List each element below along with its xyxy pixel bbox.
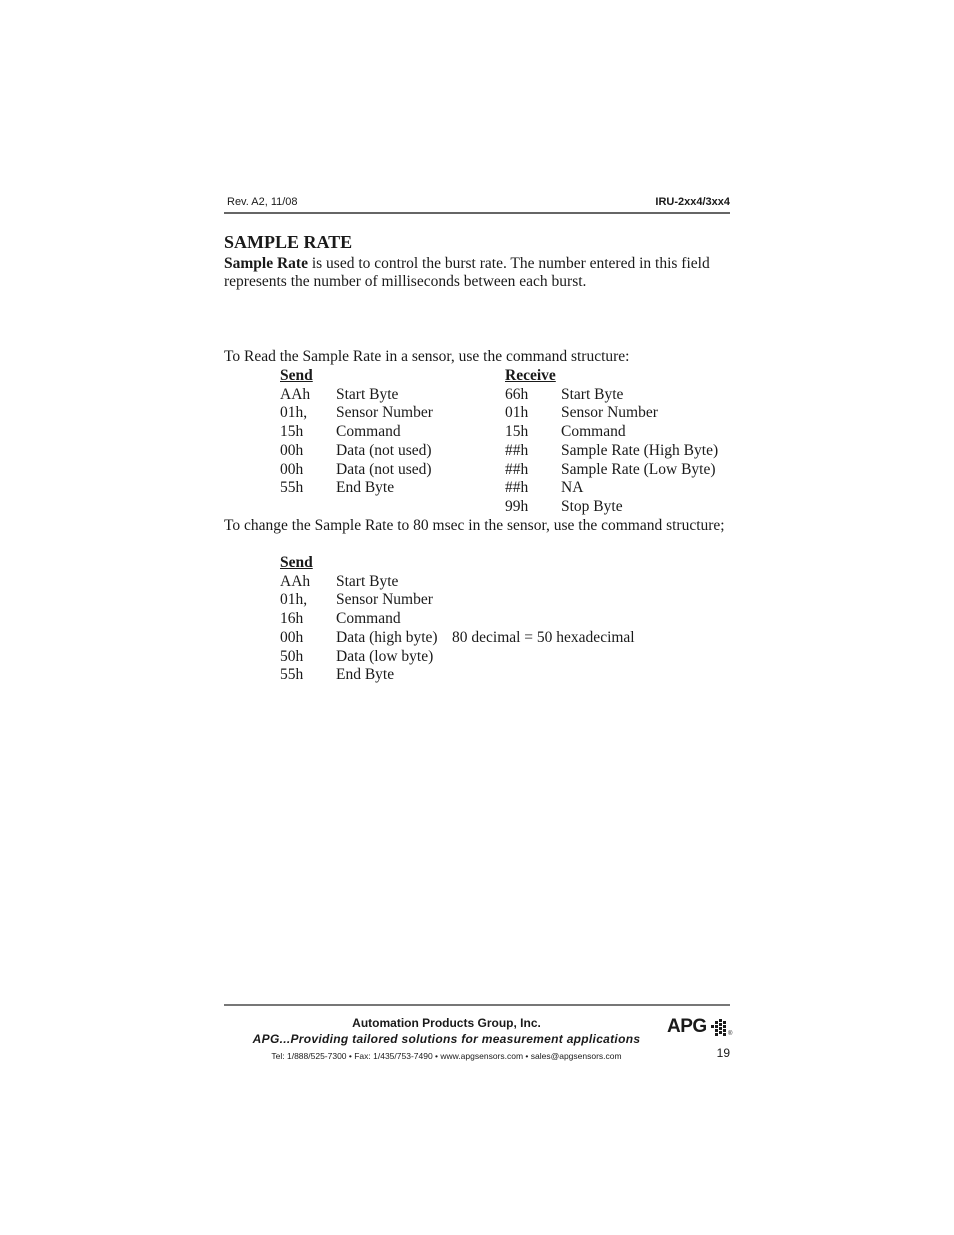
receive-desc: Sensor Number [561, 404, 658, 421]
read-intro: To Read the Sample Rate in a sensor, use the command structure: [224, 348, 630, 365]
send-desc: Data (high byte) [336, 629, 438, 646]
send-code: AAh [280, 386, 311, 403]
footer-contact: Tel: 1/888/525-7300 • Fax: 1/435/753-7490 • www.apgsensors.com • sales@apgsensors.com [271, 1051, 622, 1061]
apg-logo [667, 1016, 733, 1040]
send-code: 01h, [280, 404, 308, 421]
receive-desc: Start Byte [561, 386, 624, 403]
receive-code: ##h [505, 461, 529, 478]
send-desc: Start Byte [336, 573, 399, 590]
receive-code: 66h [505, 386, 529, 403]
model-label: IRU-2xx4/3xx4 [655, 196, 730, 208]
read-send-heading: Send [280, 367, 313, 384]
send-desc: Data (low byte) [336, 648, 434, 665]
receive-code: 99h [505, 498, 529, 515]
send-code: 55h [280, 666, 304, 683]
logo-grid-icon [711, 1019, 727, 1035]
read-receive-heading: Receive [505, 367, 556, 384]
receive-code: 15h [505, 423, 529, 440]
send-code: 55h [280, 479, 304, 496]
intro-line-1 [224, 255, 710, 273]
footer-rule [224, 1004, 730, 1006]
send-desc: Sensor Number [336, 404, 433, 421]
send-code: 15h [280, 423, 304, 440]
footer-company: Automation Products Group, Inc. [352, 1016, 541, 1030]
conversion-note: 80 decimal = 50 hexadecimal [452, 629, 635, 646]
send-desc: Data (not used) [336, 442, 432, 459]
change-intro: To change the Sample Rate to 80 msec in the sensor, use the command structure; [224, 517, 725, 534]
send-code: 00h [280, 442, 304, 459]
send-desc: Data (not used) [336, 461, 432, 478]
receive-desc: Command [561, 423, 626, 440]
send-desc: End Byte [336, 666, 395, 683]
send-desc: Sensor Number [336, 591, 433, 608]
receive-code: ##h [505, 479, 529, 496]
send-code: 00h [280, 629, 304, 646]
header-rule [224, 212, 730, 214]
intro-bold-term: Sample Rate [224, 255, 308, 272]
send-desc: Command [336, 423, 401, 440]
change-send-heading: Send [280, 554, 313, 571]
send-desc: Command [336, 610, 401, 627]
send-code: 16h [280, 610, 304, 627]
send-desc: End Byte [336, 479, 395, 496]
intro-line-2: represents the number of milliseconds between each burst. [224, 273, 587, 290]
send-desc: Start Byte [336, 386, 399, 403]
logo-text: APG [667, 1016, 707, 1037]
receive-code: ##h [505, 442, 529, 459]
section-title: SAMPLE RATE [224, 232, 353, 252]
logo-registered-mark: ® [728, 1031, 733, 1037]
receive-desc: Sample Rate (Low Byte) [561, 461, 716, 478]
receive-desc: Sample Rate (High Byte) [561, 442, 719, 459]
send-code: AAh [280, 573, 311, 590]
page-number: 19 [716, 1046, 730, 1060]
revision-label: Rev. A2, 11/08 [227, 196, 298, 208]
receive-code: 01h [505, 404, 529, 421]
receive-desc: Stop Byte [561, 498, 623, 515]
send-code: 50h [280, 648, 304, 665]
receive-desc: NA [561, 479, 584, 496]
send-code: 00h [280, 461, 304, 478]
footer-tagline: APG...Providing tailored solutions for measurement applications [252, 1032, 641, 1046]
send-code: 01h, [280, 591, 308, 608]
intro-line-1-text: is used to control the burst rate. The number entered in this field [307, 255, 710, 272]
